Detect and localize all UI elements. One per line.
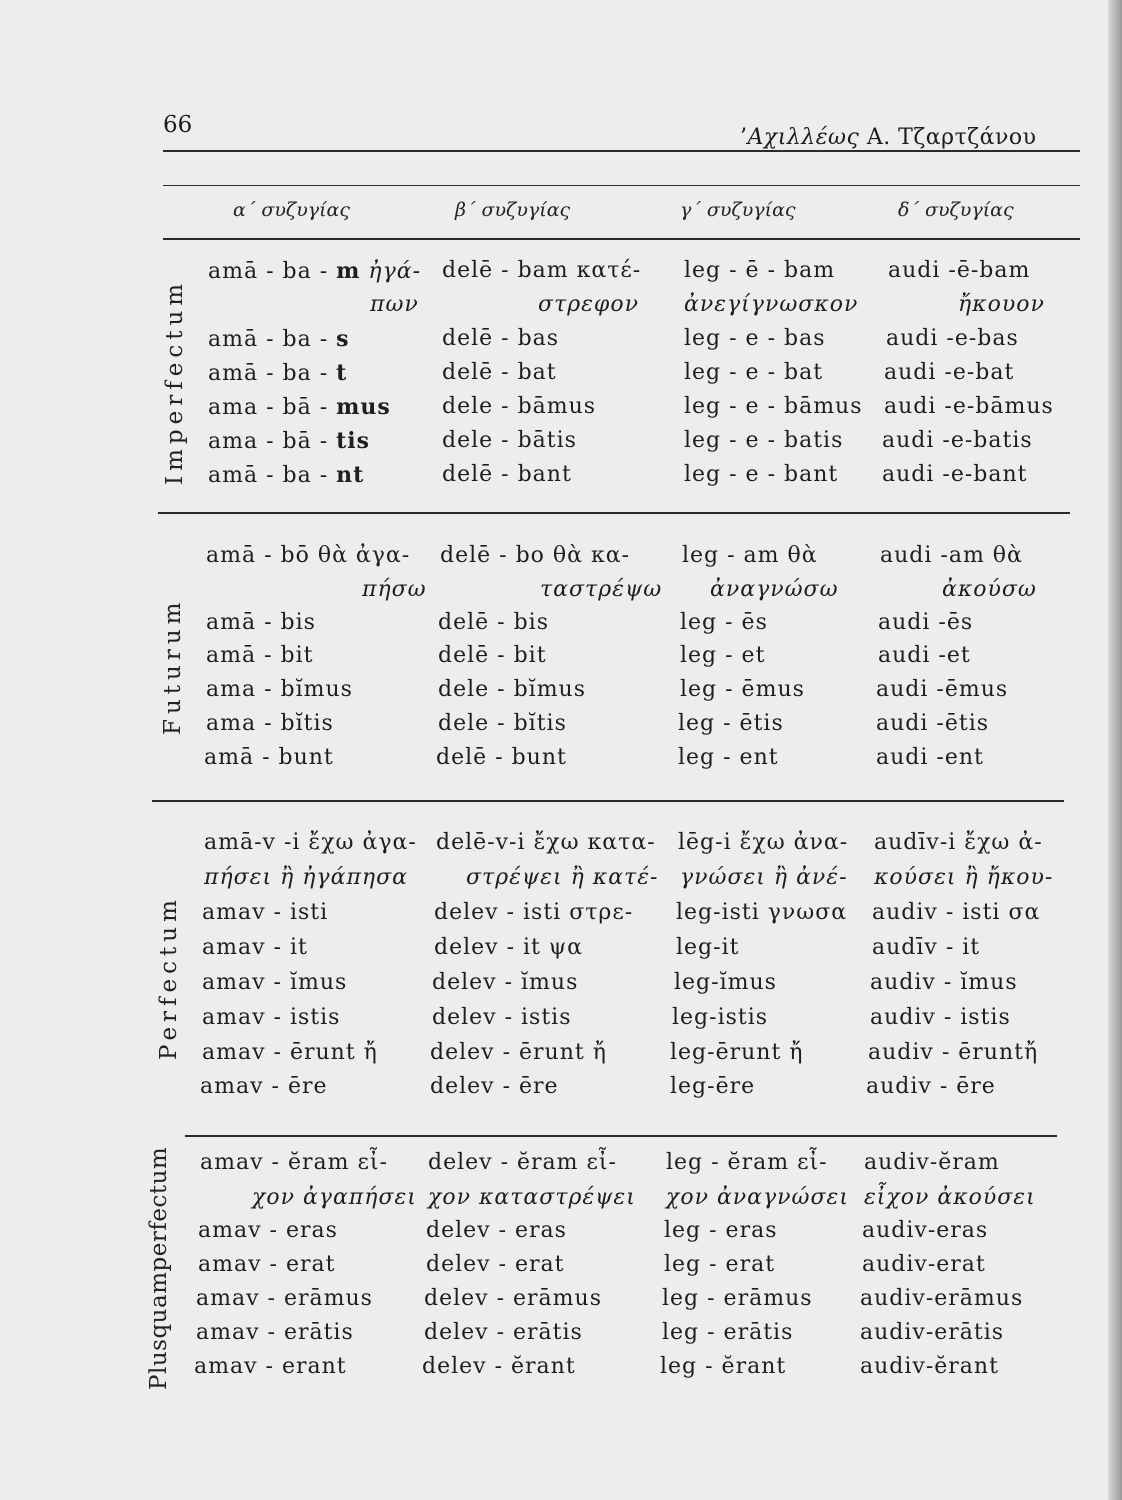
table-row — [0, 1320, 1122, 1354]
column-header-4: δ΄ συζυγίας — [898, 199, 1014, 221]
perfectum-col3: lēg-i ἔχω ἀνα- — [678, 830, 849, 855]
imperfectum-col1: amā - ba - nt — [208, 462, 365, 488]
futurum-col2: delē - bit — [438, 643, 547, 668]
futurum-col3: leg - ent — [678, 745, 779, 770]
perfectum-col2: delev - ērunt ἤ — [430, 1040, 607, 1065]
table-row — [0, 326, 1122, 360]
table-row — [0, 543, 1122, 577]
plusquamperfectum-col4: audiv-erātis — [860, 1320, 1005, 1345]
perfectum-col4: audīv - it — [872, 935, 981, 960]
imperfectum-col1: amā - ba - t — [208, 360, 348, 386]
section-label-futurum: Futurum — [160, 597, 186, 735]
plusquamperfectum-col3: leg - ĕram εἶ- — [666, 1150, 828, 1175]
imperfectum-col3: leg - e - bant — [684, 462, 839, 487]
imperfectum-col2: delē - bam κατέ- — [442, 258, 642, 283]
plusquamperfectum-col1-cont: χον ἀγαπήσει — [252, 1185, 417, 1210]
futurum-col1: amā - bō θὰ ἀγα- — [206, 543, 411, 568]
futurum-col3: leg - am θὰ — [682, 543, 818, 568]
futurum-col2: delē - bo θὰ κα- — [440, 543, 631, 568]
column-header-1: α΄ συζυγίας — [233, 199, 351, 221]
perfectum-col1: amav - isti — [202, 900, 329, 925]
futurum-col1: amā - bis — [206, 610, 316, 635]
section-label-imperfectum: Imperfectum — [162, 278, 188, 485]
plusquamperfectum-col3: leg - ĕrant — [660, 1354, 787, 1379]
imperfectum-col3-cont: ἀνεγίγνωσκον — [684, 292, 859, 317]
imperfectum-col4: audi -e-bas — [886, 326, 1019, 351]
perfectum-col2: delev - isti στρε- — [434, 900, 634, 925]
plusquamperfectum-col1: amav - erant — [194, 1354, 347, 1379]
plusquamperfectum-col2: delev - ĕrant — [422, 1354, 576, 1379]
plusquamperfectum-col1: amav - erātis — [196, 1320, 354, 1345]
perfectum-col4: audiv - ēre — [866, 1074, 996, 1099]
table-row — [0, 830, 1122, 864]
futurum-col3: leg - et — [680, 643, 766, 668]
futurum-col2: dele - bĭtis — [438, 711, 567, 736]
perfectum-col2: delev - istis — [432, 1005, 572, 1030]
perfectum-col2: delev - ĭmus — [432, 970, 579, 995]
perfectum-col1: amav - istis — [202, 1005, 341, 1030]
table-row — [0, 1218, 1122, 1252]
section-label-perfectum: Perfectum — [156, 895, 182, 1060]
futurum-col1: amā - bunt — [204, 745, 334, 770]
plusquamperfectum-col3: leg - eras — [664, 1218, 778, 1243]
plusquamperfectum-col4-cont: εἶχον ἀκούσει — [864, 1185, 1036, 1210]
perfectum-col2: delev - it ψα — [434, 935, 583, 960]
imperfectum-col3: leg - e - bat — [684, 360, 824, 385]
section-label-plusquamperfectum: Plusquamperfectum — [146, 1146, 172, 1390]
plusquamperfectum-col4: audiv-ĕrant — [860, 1354, 999, 1379]
plusquamperfectum-col2: delev - eras — [426, 1218, 567, 1243]
plusquamperfectum-col2: delev - ĕram εἶ- — [428, 1150, 617, 1175]
perfectum-col3: leg-ĭmus — [674, 970, 777, 995]
header-rule — [163, 150, 1080, 152]
imperfectum-col1: ama - bā - tis — [208, 428, 371, 454]
plusquamperfectum-col3: leg - erātis — [662, 1320, 794, 1345]
plusquamperfectum-col4: audiv-erāmus — [860, 1286, 1024, 1311]
running-head-name: Αχιλλέως — [747, 125, 860, 150]
imperfectum-col2: dele - bātis — [442, 428, 577, 453]
perfectum-col4-cont: κούσει ἢ ἤκου- — [874, 865, 1054, 890]
table-row — [0, 1252, 1122, 1286]
perfectum-col3: leg-ērunt ἤ — [670, 1040, 804, 1065]
running-head — [740, 125, 1037, 150]
futurum-col3: leg - ēmus — [680, 677, 805, 702]
futurum-col2: delē - bis — [438, 610, 549, 635]
imperfectum-col1: amā - ba - s — [208, 326, 350, 352]
table-row — [0, 258, 1122, 292]
plusquamperfectum-col3: leg - erat — [664, 1252, 776, 1277]
plusquamperfectum-col3-cont: χον ἀναγνώσει — [666, 1185, 849, 1210]
imperfectum-col4: audi -e-bāmus — [884, 394, 1054, 419]
imperfectum-col2: delē - bas — [442, 326, 560, 351]
imperfectum-col1: ama - bā - mus — [208, 394, 391, 420]
imperfectum-col4-cont: ἤκουον — [958, 292, 1045, 317]
plusquamperfectum-col1: amav - erāmus — [196, 1286, 373, 1311]
table-row — [0, 360, 1122, 394]
plusquamperfectum-col4: audiv-erat — [862, 1252, 986, 1277]
running-head-rest: Α. Τζαρτζάνου — [866, 125, 1037, 150]
perfectum-col2-cont: στρέψει ἢ κατέ- — [466, 865, 659, 890]
futurum-col3: leg - ētis — [678, 711, 784, 736]
imperfectum-col2-cont: στρεφον — [538, 292, 639, 317]
futurum-col4: audi -ēs — [878, 610, 974, 635]
perfectum-col3: leg-isti γνωσα — [676, 900, 848, 925]
imperfectum-col4: audi -e-bat — [884, 360, 1015, 385]
table-row — [0, 643, 1122, 677]
perfectum-col3: leg-it — [676, 935, 740, 960]
imperfectum-col1: amā - ba - m ἠγά- — [208, 258, 422, 284]
section-divider — [158, 512, 1070, 514]
perfectum-col4: audiv - ēruntἤ — [868, 1040, 1039, 1065]
table-row — [0, 1005, 1122, 1039]
perfectum-col4: audīv-i ἔχω ἀ- — [874, 830, 1043, 855]
perfectum-col1: amav - ērunt ἤ — [202, 1040, 378, 1065]
perfectum-col3-cont: γνώσει ἢ ἀνέ- — [680, 865, 848, 890]
futurum-col4: audi -ēmus — [876, 677, 1009, 702]
section-divider — [185, 1135, 1057, 1137]
plusquamperfectum-col4: audiv-eras — [862, 1218, 989, 1243]
futurum-col1: ama - bĭmus — [206, 677, 353, 702]
imperfectum-col2: dele - bāmus — [442, 394, 597, 419]
table-row — [0, 394, 1122, 428]
plusquamperfectum-col2-cont: χον καταστρέψει — [428, 1185, 636, 1210]
table-row — [0, 577, 1122, 611]
table-row — [0, 935, 1122, 969]
futurum-col4: audi -et — [878, 643, 971, 668]
futurum-col2: dele - bĭmus — [438, 677, 587, 702]
table-row — [0, 462, 1122, 496]
plusquamperfectum-col2: delev - erat — [426, 1252, 565, 1277]
table-row — [0, 292, 1122, 326]
page-number: 66 — [163, 112, 193, 138]
table-row — [0, 865, 1122, 899]
futurum-col4: audi -ent — [876, 745, 984, 770]
table-row — [0, 1150, 1122, 1184]
table-row — [0, 1074, 1122, 1108]
perfectum-col1: amav - ēre — [200, 1074, 328, 1099]
table-row — [0, 1286, 1122, 1320]
imperfectum-col3: leg - e - batis — [684, 428, 844, 453]
futurum-col1-cont: πήσω — [362, 577, 427, 602]
plusquamperfectum-col4: audiv-ĕram — [864, 1150, 1000, 1175]
imperfectum-col3: leg - e - bāmus — [684, 394, 863, 419]
perfectum-col4: audiv - istis — [870, 1005, 1011, 1030]
imperfectum-col2: delē - bat — [442, 360, 557, 385]
column-header-rule — [163, 238, 1080, 240]
futurum-col3: leg - ēs — [680, 610, 768, 635]
table-row — [0, 1040, 1122, 1074]
table-row — [0, 711, 1122, 745]
table-row — [0, 1185, 1122, 1219]
section-divider — [152, 800, 1064, 802]
plusquamperfectum-col1: amav - ĕram εἶ- — [200, 1150, 388, 1175]
plusquamperfectum-col2: delev - erātis — [424, 1320, 583, 1345]
imperfectum-col1-cont: πων — [370, 292, 419, 317]
imperfectum-col4: audi -e-bant — [882, 462, 1028, 487]
plusquamperfectum-col1: amav - erat — [198, 1252, 336, 1277]
table-top-rule — [163, 185, 1080, 186]
perfectum-col1: amav - it — [202, 935, 308, 960]
perfectum-col1: amav - ĭmus — [202, 970, 348, 995]
running-head-prefix: ’ — [740, 125, 748, 150]
futurum-col1: amā - bit — [206, 643, 314, 668]
imperfectum-col4: audi -e-batis — [882, 428, 1033, 453]
perfectum-col3: leg-ēre — [670, 1074, 756, 1099]
imperfectum-col3: leg - ē - bam — [684, 258, 836, 283]
futurum-col2: delē - bunt — [436, 745, 567, 770]
futurum-col3-cont: ἀναγνώσω — [710, 577, 839, 602]
perfectum-col4: audiv - isti σα — [872, 900, 1041, 925]
futurum-col4: audi -am θὰ — [880, 543, 1023, 568]
perfectum-col3: leg-istis — [672, 1005, 769, 1030]
imperfectum-col2: delē - bant — [442, 462, 572, 487]
plusquamperfectum-col3: leg - erāmus — [662, 1286, 813, 1311]
table-row — [0, 970, 1122, 1004]
perfectum-col2: delev - ēre — [430, 1074, 559, 1099]
table-row — [0, 1354, 1122, 1388]
perfectum-col2: delē-v-i ἔχω κατα- — [436, 830, 656, 855]
column-header-2: β΄ συζυγίας — [455, 199, 571, 221]
futurum-col4: audi -ētis — [876, 711, 990, 736]
table-row — [0, 900, 1122, 934]
futurum-col2-cont: ταστρέψω — [540, 577, 663, 602]
table-row — [0, 745, 1122, 779]
perfectum-col1: amā-v -i ἔχω ἀγα- — [204, 830, 417, 855]
futurum-col1: ama - bĭtis — [206, 711, 334, 736]
table-row — [0, 677, 1122, 711]
table-row — [0, 610, 1122, 644]
perfectum-col1-cont: πήσει ἢ ἠγάπησα — [204, 865, 408, 890]
plusquamperfectum-col1: amav - eras — [198, 1218, 338, 1243]
table-row — [0, 428, 1122, 462]
perfectum-col4: audiv - ĭmus — [870, 970, 1018, 995]
column-header-3: γ΄ συζυγίας — [680, 199, 796, 221]
plusquamperfectum-col2: delev - erāmus — [424, 1286, 602, 1311]
imperfectum-col4: audi -ē-bam — [888, 258, 1031, 283]
futurum-col4-cont: ἀκούσω — [942, 577, 1037, 602]
imperfectum-col3: leg - e - bas — [684, 326, 826, 351]
